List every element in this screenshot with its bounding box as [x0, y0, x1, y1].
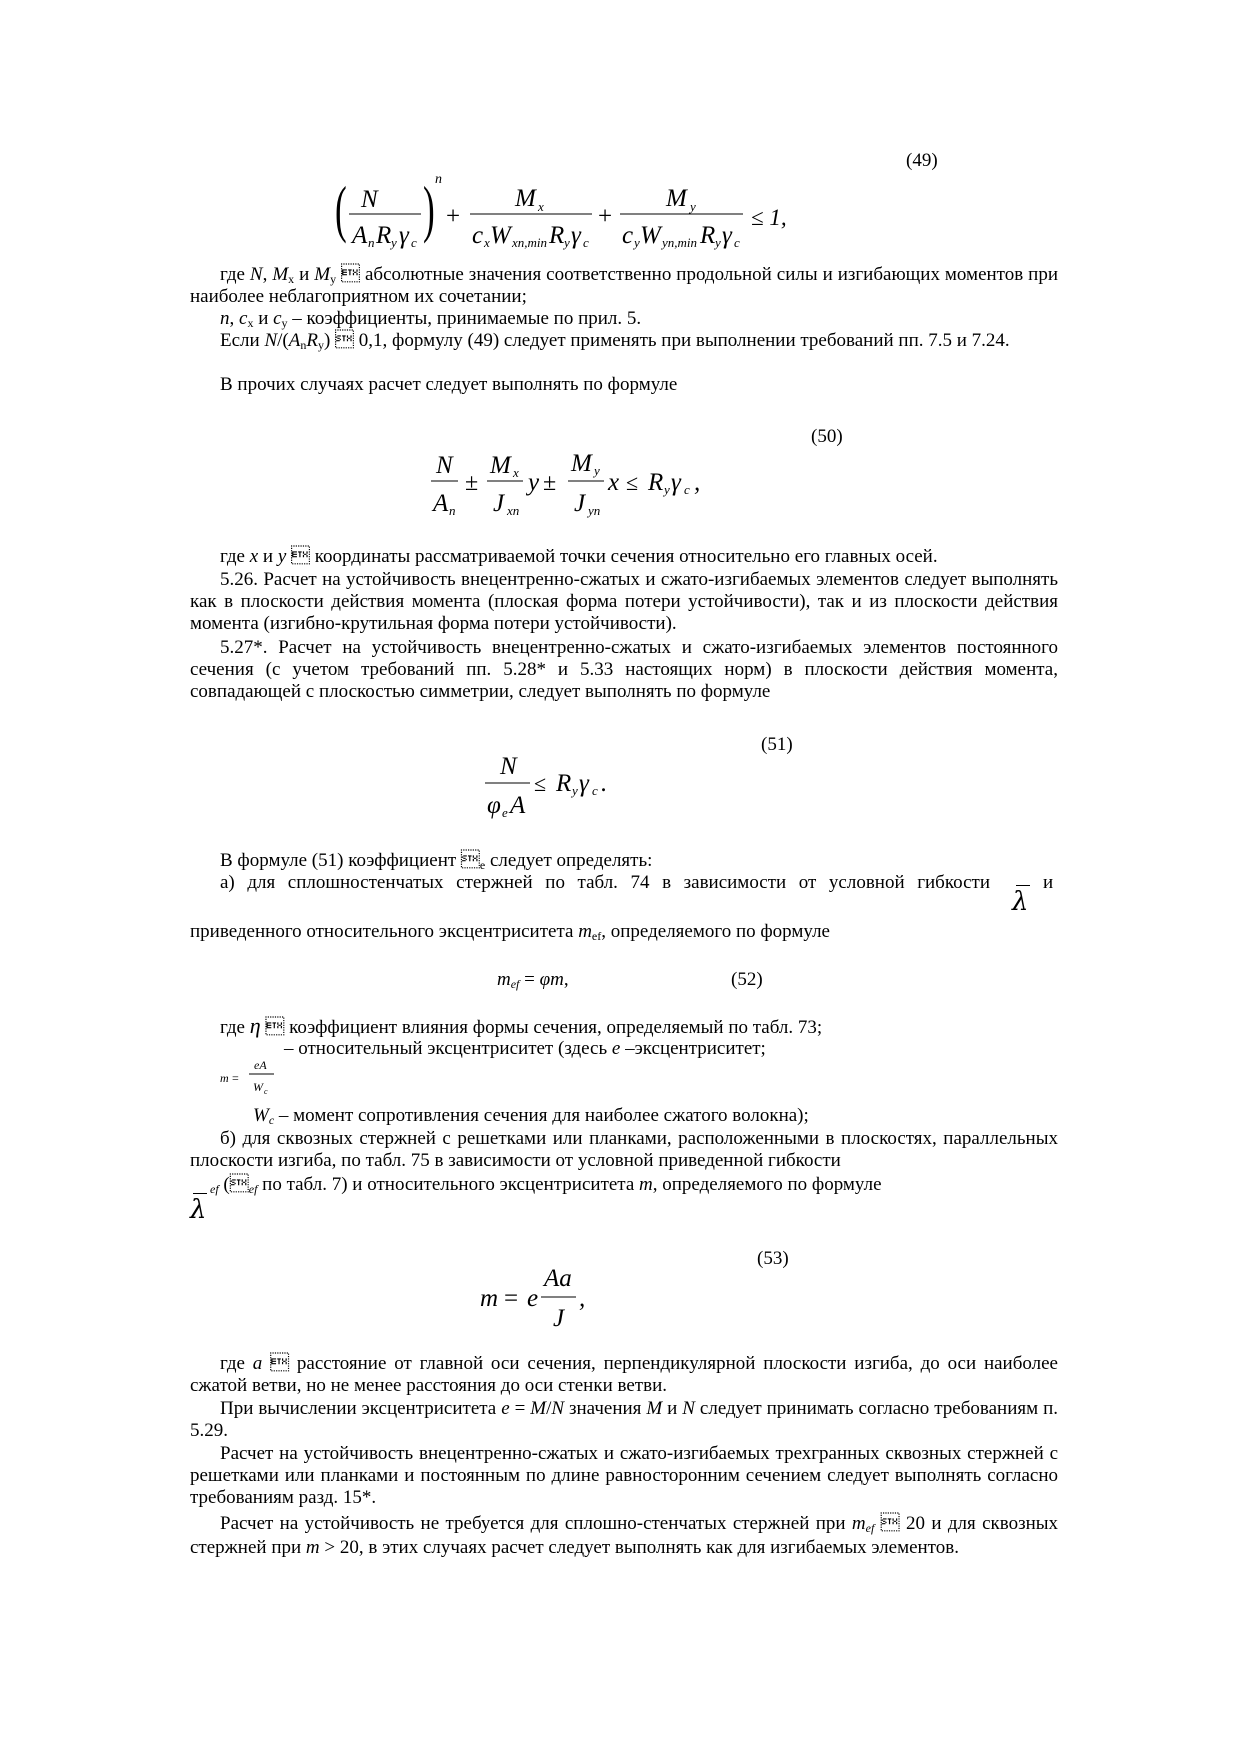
svg-text:xn: xn	[507, 503, 520, 518]
svg-text:±: ±	[543, 470, 557, 496]
svg-text:yn: yn	[588, 503, 601, 518]
svg-text:J: J	[553, 1305, 565, 1332]
svg-text:y: y	[528, 469, 540, 496]
equation-number-52: (52)	[731, 969, 763, 990]
svg-text:W: W	[490, 222, 511, 249]
svg-text:x: x	[484, 235, 490, 250]
svg-text:J: J	[574, 490, 586, 517]
svg-text:R: R	[549, 222, 565, 249]
svg-text:φ: φ	[487, 792, 501, 819]
svg-text:R: R	[376, 222, 392, 249]
paragraph-triangular-members: Расчет на устойчивость внецентренно-сжатых и сжато-изгибаемых трехгранных сквозных стержней с решетками или планками и постоянным по длине равносторонним сечением следует выполнять согласно требованиям разд. 15*.	[190, 1443, 1058, 1508]
paragraph-relative-eccentricity: приведенного относительного эксцентриситета $m_{ef}$, определяемого по формуле	[190, 921, 830, 943]
paragraph-lambda-ef: $_{ef}$ ($_{ef}$ по табл. 7) и относительного эксцентриситета m, определяемого по формуле	[210, 1174, 882, 1196]
formula-52: $m_{ef} = \varphi m$,	[497, 969, 569, 991]
svg-text:γ: γ	[671, 469, 681, 496]
paragraph-no-stability-check: Расчет на устойчивость не требуется для сплошно-стенчатых стержней при $m_{ef}$  20 и для сквозных стержней при m > 20, в этих случаях расчет следует выполнять как для изгибаемых элементов.	[190, 1513, 1059, 1558]
svg-text:≤: ≤	[534, 771, 547, 796]
svg-text:c: c	[684, 482, 690, 497]
svg-text:≤ 1,: ≤ 1,	[751, 205, 787, 230]
svg-text:N: N	[500, 753, 517, 780]
svg-text:y: y	[594, 463, 600, 478]
svg-text:n: n	[435, 172, 442, 187]
lambda-symbol-2: λ	[190, 1195, 207, 1225]
svg-text:γ: γ	[579, 770, 589, 797]
formula-49	[335, 168, 815, 262]
svg-text:=: =	[504, 1285, 519, 1312]
paragraph-eta: где η  коэффициент влияния формы сечения, определяемый по табл. 73;	[220, 1013, 823, 1038]
svg-text:,: ,	[579, 1285, 586, 1312]
svg-text:M: M	[666, 185, 687, 212]
formula-51	[482, 748, 642, 834]
svg-text:y: y	[391, 235, 397, 250]
svg-text:x: x	[513, 465, 519, 480]
formula-53	[478, 1262, 598, 1340]
svg-text:R: R	[648, 469, 664, 496]
paragraph-coefficients: n, $c_x$ и $c_y$ – коэффициенты, принимаемые по прил. 5.	[220, 308, 642, 330]
svg-text:y: y	[715, 235, 721, 250]
paragraph-5-26: 5.26. Расчет на устойчивость внецентренно-сжатых и сжато-изгибаемых элементов следует выполнять как в плоскости действия момента (плоская форма потери устойчивости), так и из плоскости действия момента (изгибно-крутильная форма потери устойчивости).	[190, 569, 1058, 634]
svg-text:M: M	[490, 452, 511, 479]
svg-text:m: m	[220, 1071, 229, 1085]
paragraph-item-a-and: и	[1043, 872, 1054, 893]
paragraph-eccentricity-calc: При вычислении эксцентриситета e = M/N значения M и N следует принимать согласно требованиям п. 5.29.	[190, 1398, 1059, 1441]
svg-text:N: N	[436, 452, 453, 479]
svg-text:,: ,	[694, 469, 701, 496]
svg-text:R: R	[556, 770, 572, 797]
lambda-bar-2	[193, 1193, 207, 1194]
paragraph-distance-a: где a  расстояние от главной оси сечения, перпендикулярной плоскости изгиба, до оси наиболее сжатой ветви, но не менее расстояния до оси стенки ветви.	[190, 1353, 1058, 1396]
lambda-symbol-1: λ	[1012, 887, 1029, 917]
paragraph-5-27: 5.27*. Расчет на устойчивость внецентренно-сжатых и сжато-изгибаемых элементов постоянного сечения (с учетом требований пп. 5.28* и 5.33 настоящих норм) в плоскости действия момента, совпадающей с плоскостью симметрии, следует выполнять по формуле	[190, 637, 1058, 702]
svg-text:n: n	[449, 503, 456, 518]
paragraph-other-cases: В прочих случаях расчет следует выполнять по формуле	[220, 374, 678, 395]
svg-text:c: c	[622, 222, 634, 249]
svg-text:γ: γ	[571, 222, 581, 249]
paragraph-if-condition: Если $N/(A_nR_y)$  0,1, формулу (49) следует применять при выполнении требований пп. 7.5 и 7.24.	[220, 330, 1010, 352]
svg-text:y: y	[634, 235, 640, 250]
svg-text:A: A	[433, 490, 449, 517]
lambda-bar-1	[1016, 885, 1030, 886]
svg-text:y: y	[690, 199, 696, 214]
svg-text:±: ±	[465, 470, 479, 496]
svg-text:≤: ≤	[626, 470, 639, 495]
svg-text:+: +	[598, 203, 613, 230]
svg-text:xn,min: xn,min	[512, 235, 548, 250]
formula-49-left-paren: (	[335, 174, 347, 245]
svg-text:e: e	[527, 1285, 539, 1312]
paragraph-formula-51-coef: В формуле (51) коэффициент $_e$ следует определять:	[220, 850, 653, 872]
paragraph-item-a: а) для сплошностенчатых стержней по табл. 74 в зависимости от условной гибкости	[220, 872, 990, 893]
svg-text:c: c	[583, 235, 589, 250]
svg-text:R: R	[700, 222, 716, 249]
svg-text:Aa: Aa	[544, 1265, 572, 1292]
svg-text:J: J	[493, 490, 505, 517]
svg-text:y: y	[664, 482, 670, 497]
svg-text:y: y	[572, 783, 578, 798]
svg-text:x: x	[608, 469, 620, 496]
paragraph-where-N-M: где N, $M_x$ и $M_y$  абсолютные значения соответственно продольной силы и изгибающих моментов при наиболее неблагоприятном их сочетании;	[190, 264, 1059, 307]
paragraph-coordinates: где x и y  координаты рассматриваемой точки сечения относительно его главных осей.	[220, 546, 938, 567]
paragraph-wc: $W_c$ – момент сопротивления сечения для наиболее сжатого волокна);	[253, 1105, 809, 1127]
paragraph-relative-ecc-def: – относительный эксцентриситет (здесь e –эксцентриситет;	[284, 1038, 766, 1059]
svg-text:M: M	[571, 450, 592, 477]
formula-m-definition	[218, 1056, 288, 1106]
svg-text:.: .	[601, 770, 608, 797]
formula-49-right-paren: )	[423, 174, 435, 245]
equation-number-53: (53)	[757, 1248, 789, 1269]
formula-50	[428, 444, 728, 530]
equation-number-50: (50)	[811, 426, 843, 447]
equation-number-51: (51)	[761, 734, 793, 755]
svg-text:m: m	[480, 1285, 499, 1312]
svg-text:+: +	[446, 203, 461, 230]
svg-text:c: c	[734, 235, 740, 250]
svg-text:n: n	[368, 235, 375, 250]
equation-number-49: (49)	[906, 150, 938, 171]
svg-text:c: c	[264, 1087, 268, 1096]
svg-text:c: c	[472, 222, 484, 249]
svg-text:A: A	[352, 222, 368, 249]
svg-text:x: x	[538, 199, 544, 214]
svg-text:N: N	[361, 186, 378, 213]
svg-text:c: c	[592, 783, 598, 798]
svg-text:c: c	[411, 235, 417, 250]
svg-text:γ: γ	[399, 222, 409, 249]
svg-text:eA: eA	[254, 1058, 267, 1072]
svg-text:W: W	[253, 1080, 263, 1094]
svg-text:y: y	[564, 235, 570, 250]
svg-text:γ: γ	[722, 222, 732, 249]
svg-text:e: e	[502, 805, 508, 820]
svg-text:=: =	[232, 1071, 239, 1085]
svg-text:W: W	[640, 222, 661, 249]
svg-text:A: A	[510, 792, 526, 819]
svg-text:yn,min: yn,min	[662, 235, 698, 250]
svg-text:M: M	[515, 185, 536, 212]
paragraph-item-b: б) для сквозных стержней с решетками или планками, расположенными в плоскостях, параллельных плоскости изгиба, по табл. 75 в зависимости от условной приведенной гибкости	[190, 1128, 1058, 1171]
